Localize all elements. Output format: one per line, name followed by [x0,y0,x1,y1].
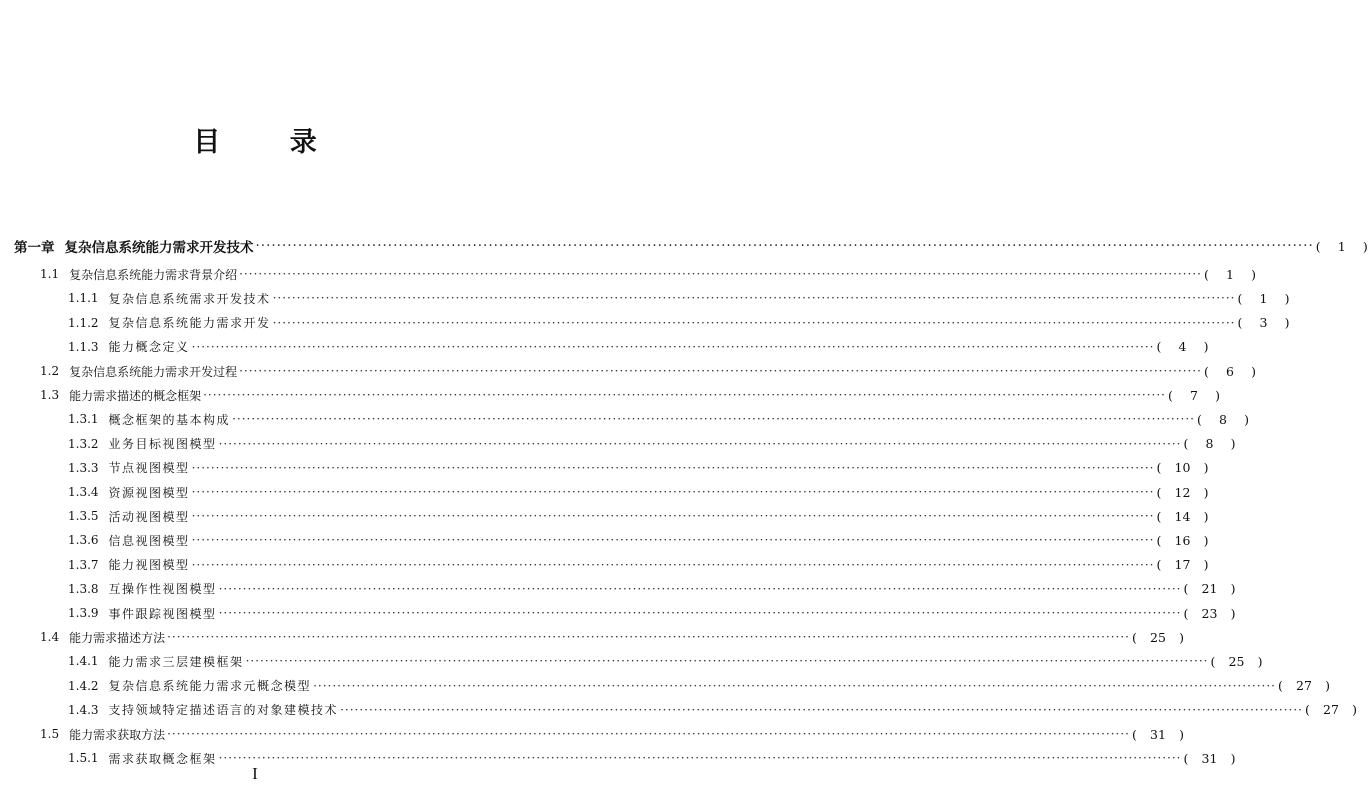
toc-leader-dots: ········································································································································································································ [218,436,1182,451]
toc-entry [0,723,1184,745]
toc-entry-page: ( 7 ) [1168,387,1220,403]
toc-entry-page: ( 12 ) [1156,484,1209,500]
toc-entry [0,505,1209,527]
toc-entry-page: ( 27 ) [1277,678,1330,694]
toc-entry-page: ( 25 ) [1132,629,1184,645]
page-number: I [252,764,258,783]
toc-entry-page: ( 3 ) [1237,315,1290,331]
toc-entry-number: 1.3.1 [68,412,99,427]
toc-entry-page: ( 4 ) [1156,339,1209,355]
toc-entry [0,675,1330,697]
toc-entry-number: 1.1.3 [68,339,99,354]
toc-leader-dots: ········································································································································································································ [167,727,1130,741]
toc-entry-title: 复杂信息系统能力需求元概念模型 [108,679,312,694]
toc-entry [0,529,1209,551]
toc-leader-dots: ········································································································································································································ [340,702,1303,717]
toc-entry-title: 复杂信息系统能力需求开发 [108,316,271,331]
toc-entry-page: ( 1 ) [1315,238,1368,254]
toc-entry-title: 复杂信息系统能力需求开发技术 [64,240,254,256]
toc-entry-page: ( 6 ) [1204,363,1256,379]
toc-entry [0,457,1209,479]
toc-entry-number: 1.1.1 [68,291,99,306]
toc-entry-title: 资源视图模型 [108,485,190,500]
toc-entry-page: ( 27 ) [1304,702,1357,718]
toc-entry-title: 能力视图模型 [108,558,190,573]
toc-entry-page: ( 8 ) [1196,411,1249,427]
toc-entry [0,699,1357,721]
toc-entry-title: 概念框架的基本构成 [108,412,231,427]
toc-entry-page: ( 1 ) [1237,290,1290,306]
toc-entry [0,578,1236,600]
toc-entry-page: ( 21 ) [1183,581,1236,597]
toc-leader-dots: ········································································································································································································ [232,412,1195,427]
toc-entry-title: 能力需求获取方法 [69,727,166,742]
toc-leader-dots: ········································································································································································································ [167,630,1130,645]
toc-leader-dots: ········································································································································································································ [218,751,1182,766]
toc-leader-dots: ········································································································································································································ [255,238,1314,254]
toc-entry [0,312,1290,334]
toc-entry-number: 1.2 [40,364,60,378]
toc-entry-number: 1.1 [40,267,60,282]
toc-entry-title: 能力需求三层建模框架 [108,654,244,669]
toc-entry-title: 活动视图模型 [108,509,190,524]
toc-entry [0,384,1220,406]
toc-entry-title: 事件跟踪视图模型 [108,606,217,621]
toc-leader-dots: ········································································································································································································ [191,485,1155,499]
toc-leader-dots: ········································································································································································································ [245,654,1209,669]
toc-entry-number: 1.3.5 [68,509,99,524]
toc-leader-dots: ········································································································································································································ [191,509,1155,524]
toc-entry-title: 信息视图模型 [108,533,190,548]
toc-leader-dots: ········································································································································································································ [191,460,1155,475]
toc-entry-number: 1.3.4 [68,485,99,499]
toc-entry-page: ( 14 ) [1156,508,1209,524]
toc-leader-dots: ········································································································································································································ [239,267,1202,282]
toc-entry-page: ( 1 ) [1204,266,1256,282]
toc-entry [0,554,1209,576]
toc-leader-dots: ········································································································································································································ [218,581,1182,596]
toc-leader-dots: ········································································································································································································ [313,678,1276,693]
toc-entry [0,602,1236,624]
toc-entry-page: ( 17 ) [1156,557,1209,573]
toc-leader-dots: ········································································································································································································ [191,557,1155,572]
toc-entry [0,433,1236,455]
toc-entry-number: 1.1.2 [68,315,99,330]
toc-entry-number: 1.5 [40,727,60,741]
toc-entry-title: 复杂信息系统能力需求背景介绍 [69,267,238,282]
toc-entry-title: 节点视图模型 [108,461,190,476]
toc-entry [0,360,1256,382]
toc-entry-title: 能力概念定义 [108,340,190,355]
toc-leader-dots: ········································································································································································································ [272,315,1236,330]
toc-entry-number: 1.3.8 [68,581,99,596]
toc-entry [0,408,1249,430]
toc-entry [0,626,1184,648]
toc-entry-page: ( 10 ) [1156,460,1209,476]
toc-entry-number: 1.4 [40,630,60,645]
toc-leader-dots: ········································································································································································································ [218,606,1182,620]
toc-entry-title: 业务目标视图模型 [108,437,217,452]
toc-leader-dots: ········································································································································································································ [191,339,1155,354]
toc-leader-dots: ········································································································································································································ [239,364,1202,378]
toc-entry-page: ( 25 ) [1210,653,1263,669]
toc-entry-number: 1.3.9 [68,606,99,620]
toc-entry-title: 能力需求描述方法 [69,630,166,645]
toc-entry [0,235,1368,257]
toc-entry-page: ( 23 ) [1183,605,1236,621]
toc-entry-number: 1.3.2 [68,436,99,451]
page-title: 目 录 [193,127,347,158]
toc-entry [0,336,1209,358]
toc-entry [0,650,1263,672]
toc-entry-number: 1.3 [40,388,60,403]
toc-entry-number: 第一章 [14,240,55,256]
toc-entry-page: ( 8 ) [1183,436,1236,452]
toc-entry-number: 1.5.1 [68,751,99,766]
toc-entry [0,287,1290,309]
toc-entry-title: 复杂信息系统能力需求开发过程 [69,364,238,379]
toc-leader-dots: ········································································································································································································ [191,533,1155,548]
toc-entry-number: 1.4.2 [68,678,99,693]
toc-entry-title: 互操作性视图模型 [108,582,217,597]
toc-entry [0,263,1256,285]
toc-entry [0,481,1209,503]
toc-entry-number: 1.3.6 [68,533,99,548]
toc-entry-title: 需求获取概念框架 [108,751,217,766]
toc-entry-number: 1.4.3 [68,702,99,717]
toc-entry-title: 支持领域特定描述语言的对象建模技术 [108,703,339,718]
toc-leader-dots: ········································································································································································································ [203,388,1166,403]
toc-entry-page: ( 16 ) [1156,532,1209,548]
toc-entry-title: 复杂信息系统需求开发技术 [108,291,271,306]
toc-entry-number: 1.3.7 [68,557,99,572]
toc-entry-page: ( 31 ) [1183,750,1236,766]
toc-leader-dots: ········································································································································································································ [272,291,1236,306]
toc-entry-number: 1.3.3 [68,460,99,475]
toc-entry-page: ( 31 ) [1132,726,1184,742]
toc-entry-number: 1.4.1 [68,654,99,669]
toc-entry-title: 能力需求描述的概念框架 [69,388,202,403]
